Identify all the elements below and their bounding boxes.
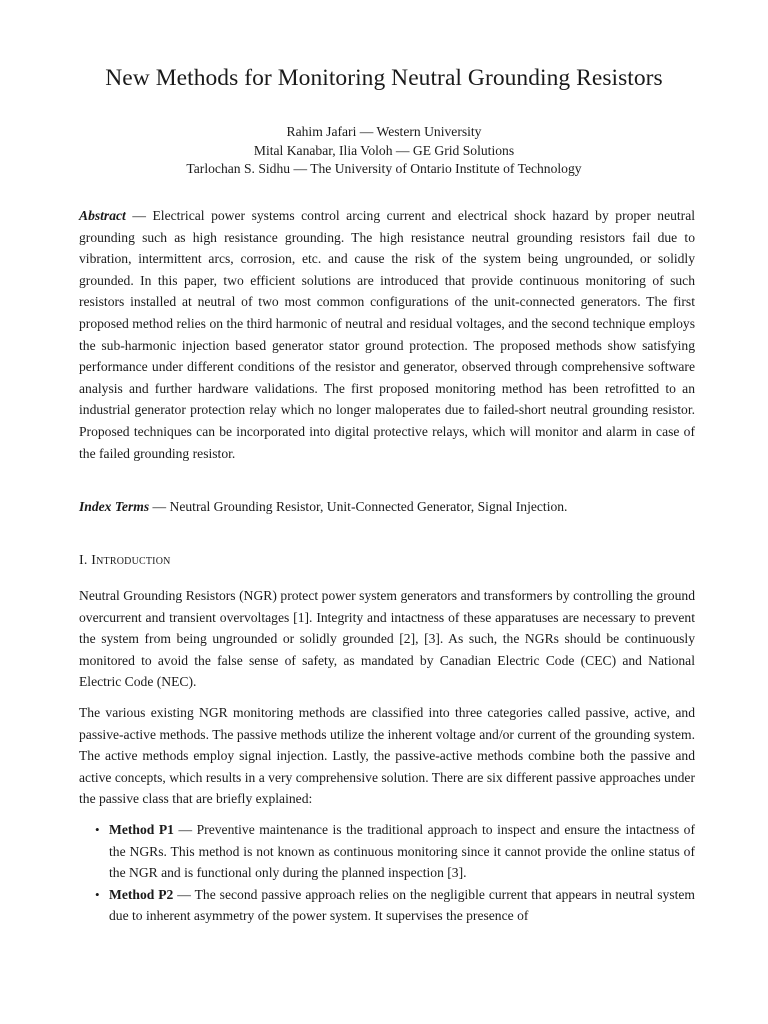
section-number: I. bbox=[79, 553, 88, 568]
abstract-dash: — bbox=[125, 208, 153, 223]
method-dash: — bbox=[173, 886, 195, 902]
section-first-letter: I bbox=[91, 553, 97, 568]
bullet-icon: • bbox=[95, 886, 100, 902]
intro-paragraph-2: The various existing NGR monitoring methods are classified into three categories called passive, active, and passive-active methods. The passive methods utilize the inherent voltage and/or current of the grounding system. The active methods employ signal injection. Lastly, the passive-active methods combine both the passive and active concepts, which results in a very comprehensive solution. There are six different passive approaches under the passive class that are briefly explained: bbox=[79, 705, 695, 807]
author-line: Mital Kanabar, Ilia Voloh — GE Grid Solutions bbox=[253, 142, 515, 158]
bullet-icon: • bbox=[95, 822, 100, 837]
index-terms-text: Neutral Grounding Resistor, Unit-Connected Generator, Signal Injection. bbox=[169, 499, 568, 514]
method-text: The second passive approach relies on the negligible current that appears in neutral system due to inherent asymmetry of the power system. It supervises the presence of bbox=[109, 886, 695, 924]
method-name: Method P1 bbox=[109, 822, 174, 837]
section-heading-introduction bbox=[79, 551, 171, 571]
method-dash: — bbox=[173, 822, 197, 837]
index-terms bbox=[79, 496, 695, 518]
abstract-label: Abstract bbox=[79, 208, 126, 223]
author-block bbox=[0, 123, 768, 179]
method-list bbox=[79, 819, 695, 927]
method-text: Preventive maintenance is the traditional approach to inspect and ensure the intactness of the NGRs. This method is not known as continuous monitoring since it cannot provide the online status of the NGR and is functional only during the planned inspection [3]. bbox=[109, 822, 695, 881]
list-item bbox=[79, 884, 695, 927]
index-terms-label: Index Terms bbox=[79, 499, 150, 514]
section-title-rest: ntroduction bbox=[96, 553, 171, 568]
author-line: Rahim Jafari — Western University bbox=[286, 124, 482, 139]
abstract-text: Electrical power systems control arcing current and electrical shock hazard by proper neutral grounding such as high resistance grounding. The high resistance neutral grounding resistors fail due to vibration, intermittent arcs, corrosion, etc. and cause the risk of the system being ungrounded, or solidly grounded. In this paper, two efficient solutions are introduced that provide continuous monitoring of such resistors installed at neutral of two most common configurations of the unit-connected generators. The first proposed method relies on the third harmonic of neutral and residual voltages, and the second technique employs the sub-harmonic injection based generator stator ground protection. The proposed methods show satisfying performance under different conditions of the resistor and generator, observed through comprehensive software analysis and further hardware validations. The first proposed monitoring method has been retrofitted to an industrial generator protection relay which no longer maloperates due to failed-short neutral grounding resistor. Proposed techniques can be incorporated into digital protective relays, which will monitor and alarm in case of the failed grounding resistor. bbox=[79, 208, 696, 461]
index-terms-dash: — bbox=[149, 499, 170, 514]
list-item bbox=[79, 819, 695, 884]
intro-paragraph-1: Neutral Grounding Resistors (NGR) protect power system generators and transformers by controlling the ground overcurrent and transient overvoltages [1]. Integrity and intactness of these apparatuses are necessary to prevent the system from being ungrounded or solidly grounded [2], [3]. As such, the NGRs should be continuously monitored to avoid the false sense of safety, as mandated by Canadian Electric Code (CEC) and National Electric Code (NEC). bbox=[79, 588, 695, 690]
paper-title: New Methods for Monitoring Neutral Grounding Resistors bbox=[105, 65, 663, 91]
author-line: Tarlochan S. Sidhu — The University of Ontario Institute of Technology bbox=[186, 161, 582, 176]
abstract bbox=[79, 205, 695, 464]
method-name: Method P2 bbox=[109, 886, 174, 902]
